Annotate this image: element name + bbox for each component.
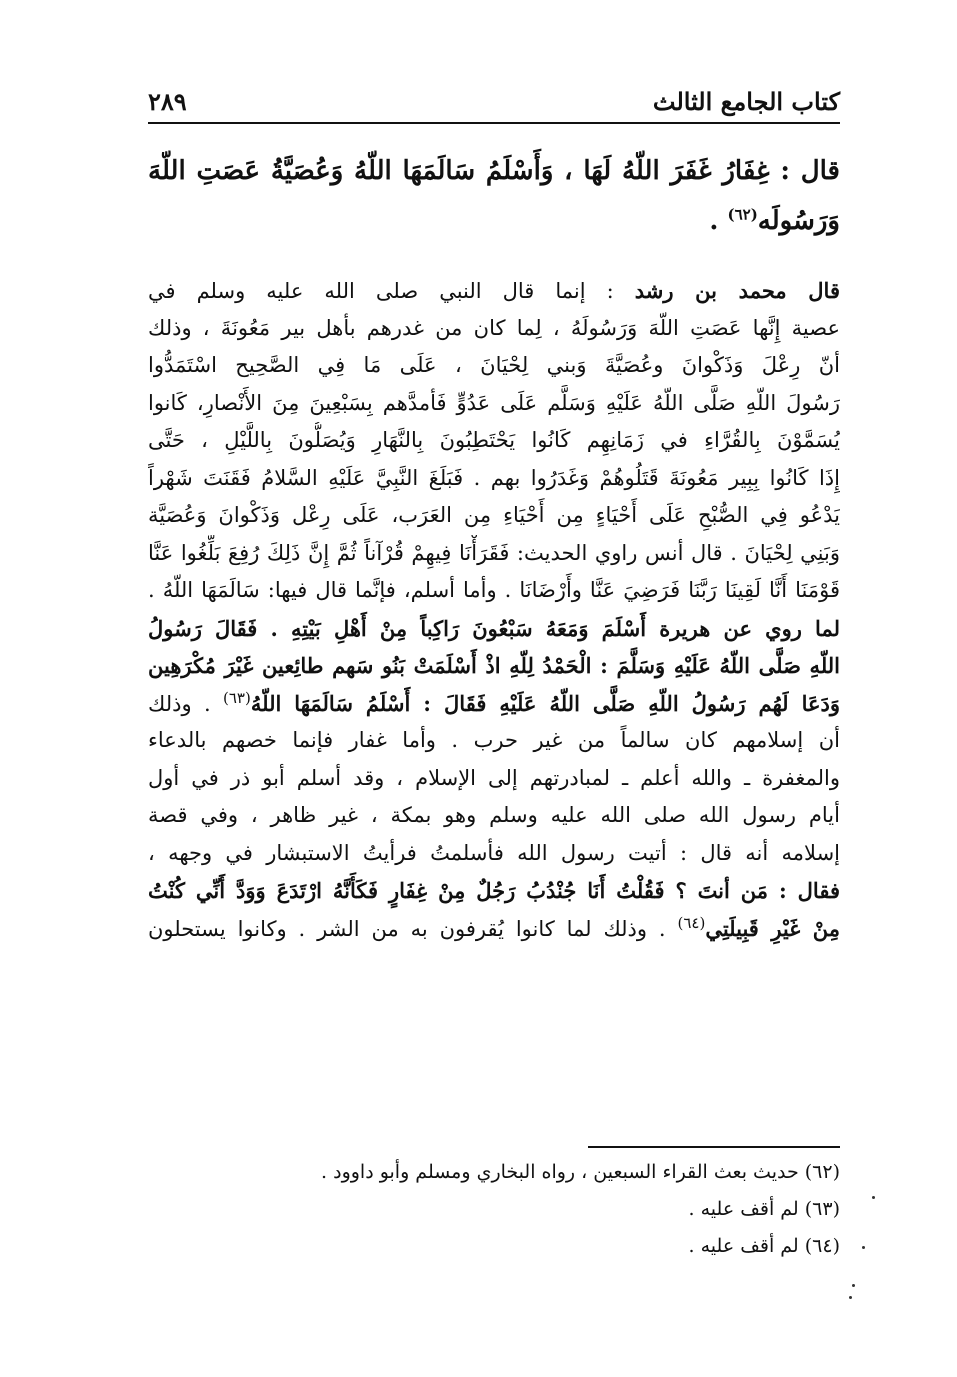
running-header — [148, 80, 840, 124]
text-line: فقال : مَن أنتَ ؟ فَقُلْتُ أَنَا جُنْدُبُ رَجُلٌ مِنْ غِفَارٍ فَكَأَنَّهُ ارْتَدَعَ وَوَدَّ أَنِّي كُنْتُ — [148, 878, 840, 903]
text-line: قال : غِفَارُ غَفَرَ اللّهُ لَهَا ، وَأَسْلَمُ سَالَمَهَا اللّهُ وَعُصَيَّةُ عَصَتِ اللّهَ — [148, 156, 840, 186]
text-line — [148, 196, 840, 246]
line-text: مِنْ غَيْرِ قَبِيلَتِي — [705, 915, 840, 941]
footnote-ref: (٦٣) — [223, 688, 251, 707]
text-line: أنّ رِعْلَ وَذَكْوانَ وعُصَيَّةَ وَبني لِحْيَانَ ، عَلَى مَا فِي الصَّحِيح اسْتَمَدُّوا — [148, 353, 840, 377]
text-line: يُسَمَّوْنَ بِالقُرَّاءِ في زَمَانِهِم كَانُوا يَحْتَطِبُونَ بِالنَّهَارِ وَيُصَلُّونَ بِاللَّيْلِ ، حَتَّى — [148, 428, 840, 452]
line-text: . وذلك — [148, 691, 224, 716]
text-line — [148, 685, 840, 723]
text-line: رَسُولَ اللّهِ صَلَّى اللّهُ عَلَيْهِ وَسَلَّم عَلَى عَدُوٍّ فَأمدَّهم بِسَبْعِينَ مِنَ الأَنْصارِ، كَانوا — [148, 390, 840, 415]
main-text — [148, 146, 840, 947]
footnote-63: (٦٣) لم أقف عليه . — [688, 1198, 840, 1220]
line-text: : إنما قال النبي صلى الله عليه وسلم في — [148, 279, 635, 303]
text-line: أن إسلامهم كان سالماً من غير حرب . وأما غفار فإنما خصهم بالدعاء — [148, 728, 840, 752]
punctuation: . — [709, 206, 728, 236]
text-line: إِذَا كَانُوا بِبِير مَعُونَةَ قَتَلُوهُمْ وَغَدَرُوا بهم . فَبَلَغَ النَّبِيَّ عَلَيْهِ السَّلامُ فَقَنَتَ شَهْراً — [148, 465, 840, 490]
page-number: ٢٨٩ — [148, 87, 187, 116]
text-line: عصية إِنَّها عَصَتِ اللّهَ وَرَسُولَهُ ، لِما كان من غدرهم بأهل بير مَعُونَةَ ، وذلك — [148, 315, 840, 340]
paragraph-gap — [148, 246, 840, 272]
footnote-62: (٦٢) حديث بعث القراء السبعين ، رواه البخاري ومسلم وأبو داوود . — [321, 1161, 840, 1183]
text-line: أيام رسول الله صلى الله عليه وسلم وهو بمكة ، غير ظاهر ، وفي قصة — [148, 803, 840, 827]
text-line: يَدْعُو فِي الصُّبْحِ عَلَى أَحْيَاءٍ مِن أَحْيَاءِ مِن العَرَب، عَلَى رِعْل وَذَكْوانَ وَعُصَيَّة — [148, 503, 840, 527]
text-line: قَوْمَنَا أَنَّا لَقِينَا رَبَّنَا فَرَضِيَ عَنَّا وأَرْضَانَا . وأما أسلم، فإنَّما قال فيها: سَالَمَهَا اللّهُ . — [148, 578, 840, 602]
scan-speck — [849, 1296, 852, 1299]
footnote-ref: (٦٢) — [727, 205, 758, 224]
footnote-64: (٦٤) لم أقف عليه . — [688, 1235, 840, 1257]
footnote-ref: (٦٤) — [677, 913, 706, 932]
text-line: والمغفرة ـ والله أعلم ـ لمبادرتهم إلى الإسلام ، وقد أسلم أبو ذر في أول — [148, 765, 840, 790]
line-text: وَدَعَا لَهُم رَسُولُ اللّهِ صَلَّى اللّهُ عَلَيْهِ فَقَالَ : أَسْلَمُ سَالَمَهَا اللّهُ — [250, 690, 840, 716]
text-line — [148, 910, 840, 948]
quote-text: وَرَسُولَه — [757, 206, 840, 236]
text-line — [148, 272, 840, 310]
text-line: لما روي عن هريرة أَسْلَمَ وَمَعَهُ سَبْعُونَ رَاكِباً مِنْ أَهْلِ بَيْتِهِ . فَقَالَ رَسُولُ — [148, 615, 840, 641]
author-heading: قال محمد بن رشد — [634, 278, 840, 303]
text-line: اللّهِ صَلَّى اللّهُ عَلَيْهِ وَسَلَّمَ : الْحَمْدُ لِلّهِ اذْ أَسْلَمَتْ بَنُو سَهم طائِعين غَيْرَ مُكْرَهِين — [148, 653, 840, 678]
text-line: وَبَنِي لِحْيَانَ . قال أنس راوي الحديث: فَقَرَأْنَا فِيهِمْ قُرْآناً ثُمَّ إِنَّ ذَلِكَ رُفِعَ بَلِّغُوا عَنَّا — [148, 540, 840, 565]
footnote-divider — [588, 1146, 840, 1148]
line-text: . وذلك لما كانوا يُقرفون به من الشر . وكانوا يستحلون — [148, 916, 678, 941]
scan-speck — [852, 1284, 855, 1287]
scan-speck — [862, 1246, 865, 1249]
scan-speck — [872, 1196, 875, 1199]
footnotes — [148, 1154, 840, 1265]
text-line: إسلامه أنه قال : أتيت رسول الله فأسلمتُ فرأيتُ الاستبشار في وجهه ، — [148, 840, 840, 865]
book-title: كتاب الجامع الثالث — [652, 87, 840, 116]
